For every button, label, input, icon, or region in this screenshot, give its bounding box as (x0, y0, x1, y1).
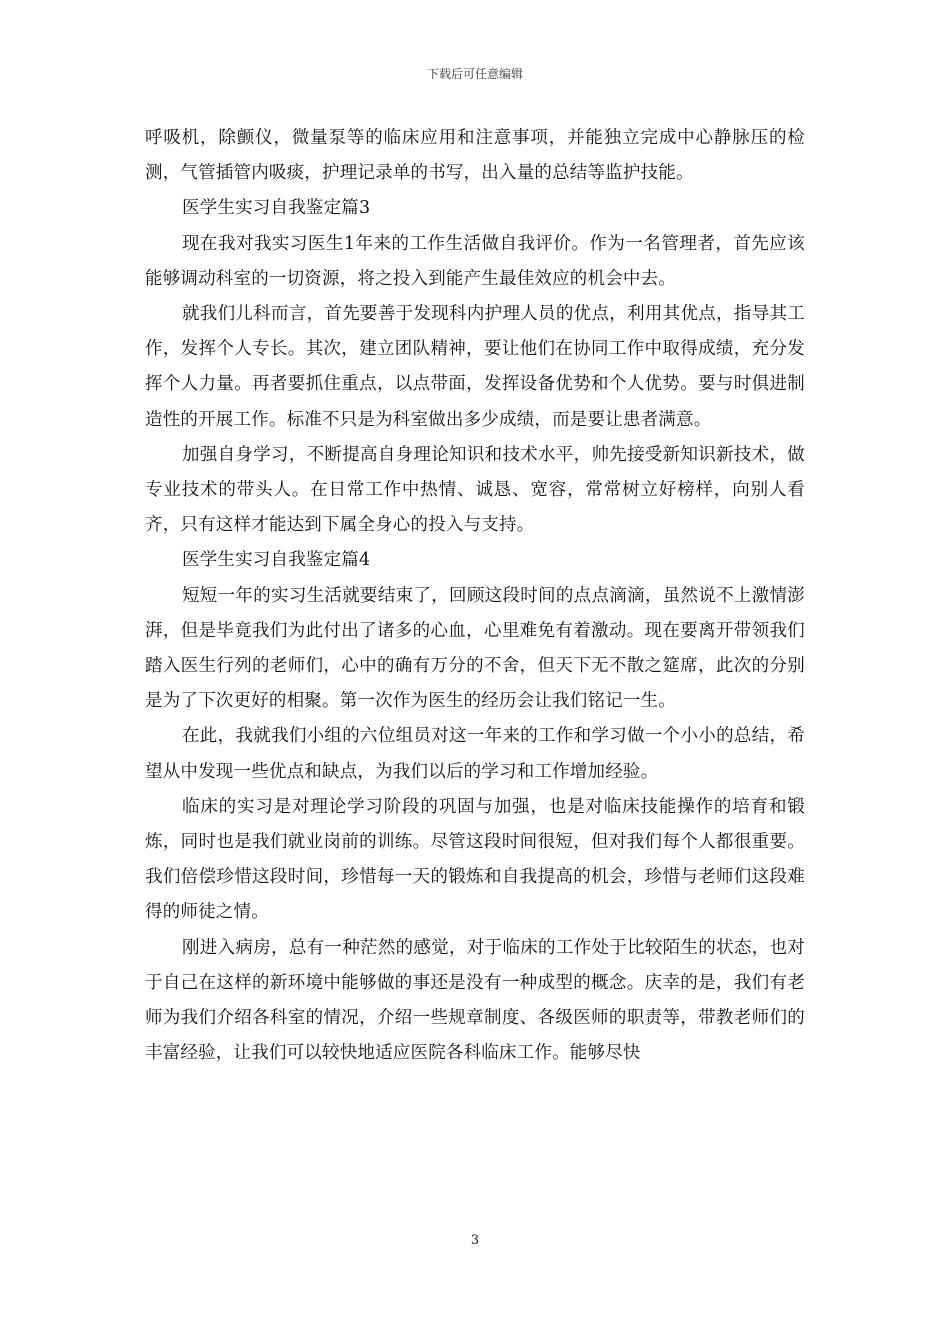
paragraph: 刚进入病房，总有一种茫然的感觉，对于临床的工作处于比较陌生的状态，也对于自己在这样的新环境中能够做的事还是没有一种成型的概念。庆幸的是，我们有老师为我们介绍各科室的情况，介绍一些规章制度、各级医师的职责等，带教老师们的丰富经验，让我们可以较快地适应医院各科临床工作。能够尽快 (145, 937, 805, 1064)
section-heading-4: 医学生实习自我鉴定篇4 (182, 550, 371, 571)
paragraph: 短短一年的实习生活就要结束了，回顾这段时间的点点滴滴，虽然说不上激情澎湃，但是毕竟我们为此付出了诸多的心血，心里难免有着激动。现在要离开带领我们踏入医生行列的老师们，心中的确有万分的不舍，但天下无不散之筵席，此次的分别是为了下次更好的相聚。第一次作为医生的经历会让我们铭记一生。 (145, 585, 805, 712)
paragraph: 临床的实习是对理论学习阶段的巩固与加强，也是对临床技能操作的培育和锻炼，同时也是我们就业岗前的训练。尽管这段时间很短，但对我们每个人都很重要。我们倍偿珍惜这段时间，珍惜每一天的锻炼和自我提高的机会，珍惜与老师们这段难得的师徒之情。 (145, 796, 805, 923)
paragraph: 现在我对我实习医生1年来的工作生活做自我评价。作为一名管理者，首先应该能够调动科室的一切资源，将之投入到能产生最佳效应的机会中去。 (145, 233, 805, 289)
paragraph: 加强自身学习，不断提高自身理论知识和技术水平，帅先接受新知识新技术，做专业技术的带头人。在日常工作中热情、诚恳、宽容，常常树立好榜样，向别人看齐，只有这样才能达到下属全身心的投入与支持。 (145, 444, 805, 536)
document-body (145, 121, 805, 1071)
paragraph: 在此，我就我们小组的六位组员对这一年来的工作和学习做一个小小的总结，希望从中发现一些优点和缺点，为我们以后的学习和工作增加经验。 (145, 726, 805, 782)
section-heading-3: 医学生实习自我鉴定篇3 (182, 198, 371, 219)
page-header-note: 下载后可任意编辑 (426, 67, 523, 81)
paragraph: 就我们儿科而言，首先要善于发现科内护理人员的优点，利用其优点，指导其工作，发挥个人专长。其次，建立团队精神，要让他们在协同工作中取得成绩，充分发挥个人力量。再者要抓住重点，以点带面，发挥设备优势和个人优势。要与时俱进制造性的开展工作。标准不只是为科室做出多少成绩，而是要让患者满意。 (145, 304, 805, 430)
page-number: 3 (470, 1233, 480, 1248)
paragraph-continuation: 呼吸机，除颤仪，微量泵等的临床应用和注意事项，并能独立完成中心静脉压的检测，气管插管内吸痰，护理记录单的书写，出入量的总结等监护技能。 (145, 128, 805, 184)
